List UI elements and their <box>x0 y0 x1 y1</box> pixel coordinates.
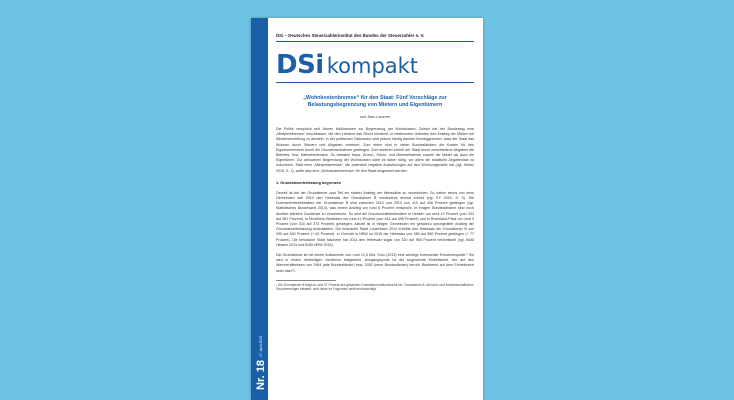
article-author: von Jens Lemmer <box>359 115 391 119</box>
header-rule <box>276 41 474 42</box>
section-heading: 1. Grundsteuerbelastung begrenzen <box>276 180 341 185</box>
brand-rule <box>276 82 474 83</box>
issue-date: 17. April 2015 <box>258 335 263 358</box>
brand-kompakt: kompakt <box>326 54 419 78</box>
article-title <box>276 95 474 109</box>
title-line-2: Belastungsbegrenzung von Mietern und Eigentümern <box>307 102 443 108</box>
intro-paragraph: Die Politik verspricht seit Jahren Maßnahmen zur Begrenzung der Wohnkosten. Zuletzt hat der Bundestag eine „Mietpreisbremse“ beschlossen, die den Ländern das Recht einräumt, in bestimmten Gebieten den Anstieg der Mieten bei Wiedervermietung zu deckeln. In der politischen Diskussion wird jedoch häufig darüber hinweggesehen, dass der Staat das Wohnen durch Steuern und Abgaben verteuert. Zum einen sind in vielen Bundesländern die Kosten für den Eigentumserwerb durch die Grunderwerbsteuer gestiegen. Zum anderen erhöht der Staat durch verschiedene Abgaben die Betriebs- bzw. Mietnebenkosten. So belasten bspw. Grund-, Strom- und Mehrwertsteuer sowohl die Mieter als auch die Eigentümer. Zur wirksamen Begrenzung der Wohnkosten wäre es daher nötig, vor allem die staatliche Abgabenlast zu reduzieren. Statt einer „Mietpreisbremse“, die potenziell negative Auswirkungen auf den Wohnungsmarkt hat (vgl. Arentz 2015, S. 1), sollte also eine „Wohnkostenbremse“ für den Staat umgesetzt werden. <box>276 127 474 173</box>
brand-dsi: DSi <box>276 50 324 80</box>
organization-line: DSi – Deutsches Steuerzahlerinstitut des Bundes der Steuerzahler e. V. <box>276 33 425 38</box>
footnote-rule <box>276 280 336 281</box>
issue-number: Nr. 18 <box>254 360 267 390</box>
footnote: ¹ Die Grundsteuer B trägt zu rund 97 Prozent des gesamten Grundsteueraufkommens bei. Grundsteuer A, die land- und forstwirtschaftliches Grundvermögen belastet, wird daher im Folgenden nicht berücksichtigt. <box>276 282 474 292</box>
brand-logo <box>276 52 474 78</box>
title-line-1: „Wohnkostenbremse“ für den Staat: Fünf Vorschläge zur <box>303 95 447 101</box>
sidebar-label <box>252 336 270 390</box>
page-content <box>276 18 474 292</box>
section-paragraph-2: Die Grundsteuer ist mit einem Aufkommen von rund 12,5 Mrd. Euro (2013) eine wichtige kommunale Einnahmequelle.¹ Sie wird in einem dreistufigen Verfahren festgesetzt. Ausgangspunkt ist der sogenannte Einheitswert, der auf den Wertverhältnissen von 1964 (alte Bundesländer) bzw. 1935 (neue Bundesländer) beruht. Basierend auf dem Einheitswert setzt das Fi- <box>276 253 474 273</box>
section-paragraph-1: Derzeit ist bei der Grundsteuer zum Teil ein starker Anstieg der Hebesätze zu verzeichnen. So haben sechs von zehn Gemeinden seit 2010 den Hebesatz der Grundsteuer B mindestens einmal erhöht (vgl. EY 2015, S. 3). Die Durchschnittshebesätze der Grundsteuer B sind zwischen 2010 und 2013 von 410 auf 436 Prozent gestiegen (vgl. Statistisches Bundesamt 2014), was einem Anstieg um rund 6 Prozent entspricht. In einigen Bundesländern sind noch deutlich stärkere Zuwächse zu verzeichnen. So sind die Durchschnittshebesätze in Hessen um rund 14 Prozent (von 333 auf 381 Prozent), in Nordrhein-Westfalen um rund 12 Prozent (von 444 auf 496 Prozent) und in Rheinland-Pfalz um rund 9 Prozent (von 343 auf 373 Prozent) gestiegen. Aktuell ist in einigen Gemeinden ein geradezu sprunghafter Anstieg der Grundsteuerbelastung festzustellen. Die hessische Stadt Lauterbach 2014 erhöhte den Hebesatz der Grundsteuer B von 390 auf 630 Prozent (+ 62 Prozent). In Overath in NRW ist 2015 der Hebesatz von 480 auf 850 Prozent gestiegen (+ 77 Prozent). Die hessische Stadt Nauheim hat 2014 den Hebesatz sogar von 320 auf 960 Prozent verdreifacht (vgl. BdSt Hessen 2014 und BdSt NRW 2015). <box>276 190 474 247</box>
document-page <box>251 18 483 400</box>
issue-sidebar <box>251 18 268 400</box>
